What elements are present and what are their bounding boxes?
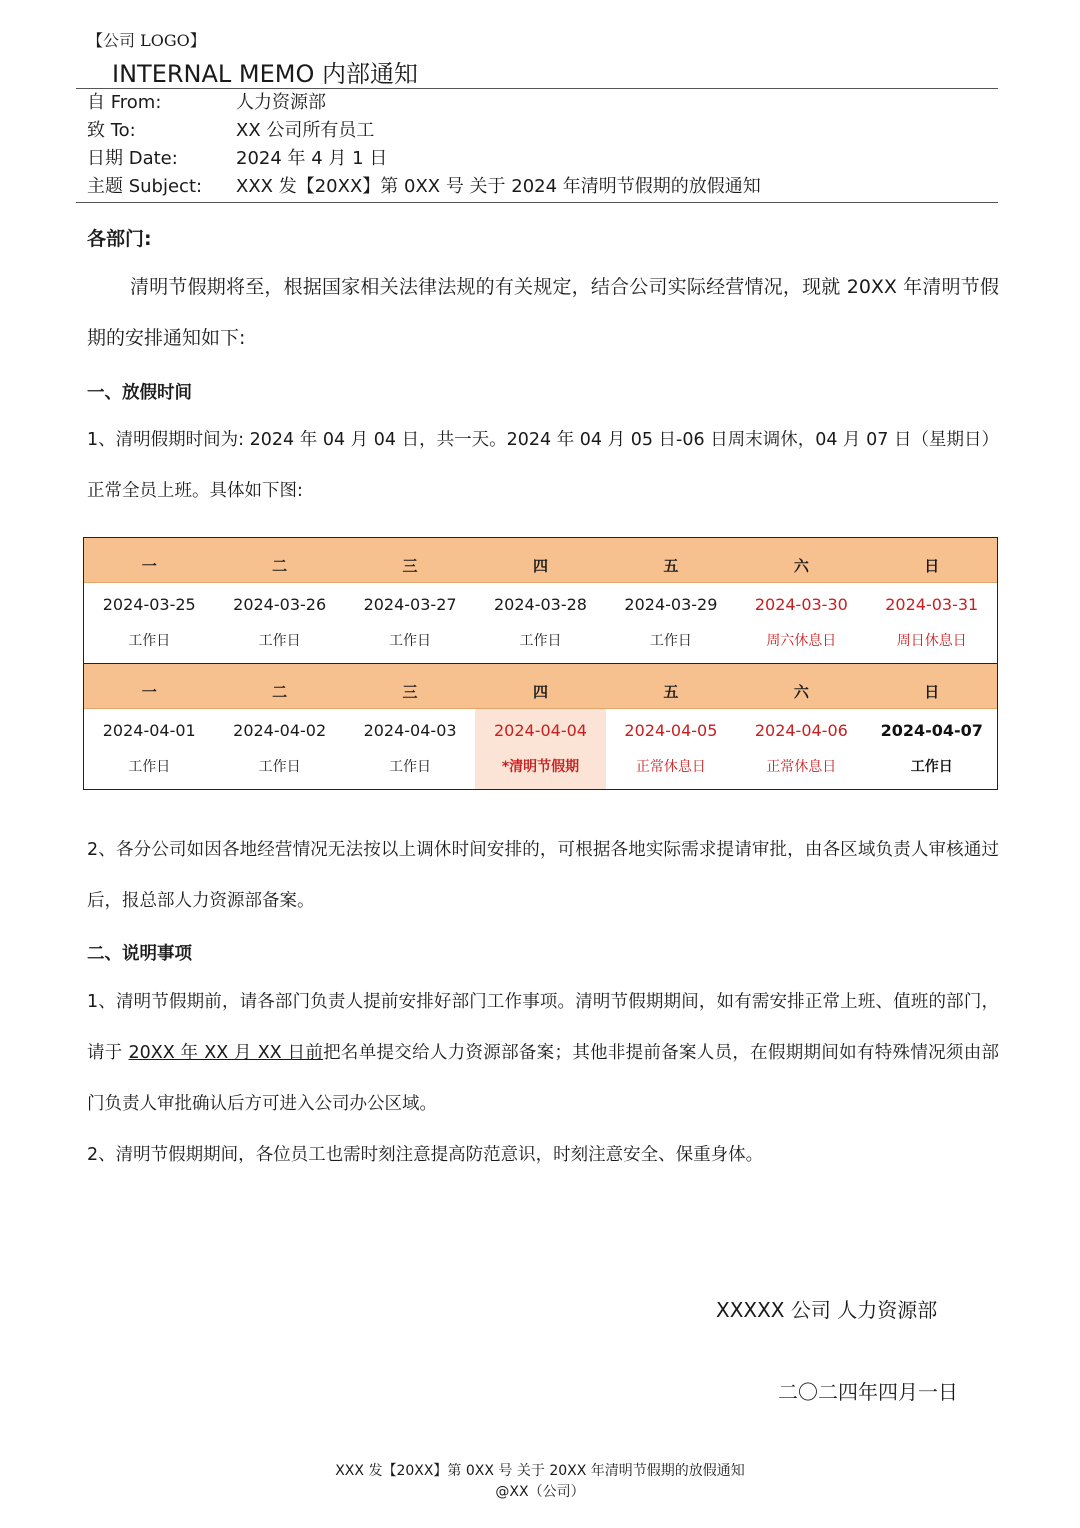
day-type: 工作日 [128,633,171,649]
weekday-wed: 三 [402,557,418,575]
calendar-day [214,583,344,663]
weekday-mon: 一 [141,557,157,575]
weekday-fri: 五 [663,683,679,701]
holiday-calendar-table [83,537,998,790]
header-bottom-rule [76,202,998,203]
header-top-rule [76,88,998,89]
calendar-day-rest [736,709,866,789]
weekday-mon: 一 [141,683,157,701]
calendar-day-rest [736,583,866,663]
calendar-day [475,583,605,663]
day-type: 工作日 [389,633,432,649]
weekday-header-row [84,538,997,583]
calendar-day [84,709,214,789]
memo-title: INTERNAL MEMO 内部通知 [112,60,418,88]
section1-heading: 一、放假时间 [87,383,192,403]
day-date: 2024-03-25 [102,595,196,614]
calendar-day-rest [867,583,997,663]
footer-document-number: XXX 发【20XX】第 0XX 号 关于 20XX 年清明节假期的放假通知 [335,1463,745,1479]
subject-value: XXX 发【20XX】第 0XX 号 关于 2024 年清明节假期的放假通知 [236,176,761,197]
section2-item1 [87,977,999,1130]
weekday-sun: 日 [924,557,940,575]
to-label: 致 To: [87,120,136,141]
intro-paragraph: 清明节假期将至，根据国家相关法律法规的有关规定，结合公司实际经营情况，现就 20XX 年清明节假期的安排通知如下: [87,276,999,349]
weekday-sun: 日 [924,683,940,701]
calendar-day [214,709,344,789]
day-date: 2024-04-06 [754,721,848,740]
day-type: 工作日 [258,759,301,775]
weekday-fri: 五 [663,557,679,575]
weekday-header-row [84,663,997,709]
weekday-wed: 三 [402,683,418,701]
week2-dates-row [84,709,997,789]
day-type: 正常休息日 [635,759,706,775]
from-value: 人力资源部 [236,92,326,113]
day-date: 2024-03-29 [624,595,718,614]
section1-item1: 1、清明假期时间为: 2024 年 04 月 04 日，共一天。2024 年 04 月 05 日-06 日周末调休，04 月 07 日（星期日）正常全员上班。具体如下图: [87,430,999,501]
day-date: 2024-04-05 [624,721,718,740]
section2-heading: 二、说明事项 [87,944,192,964]
day-type: 工作日 [910,759,953,775]
weekday-sat: 六 [793,557,809,575]
day-type: 周日休息日 [896,633,967,649]
signature-date: 二〇二四年四月一日 [778,1380,958,1404]
day-type: 工作日 [258,633,301,649]
subject-label: 主题 Subject: [87,176,203,197]
calendar-day [345,583,475,663]
calendar-day-makeup-work [867,709,997,789]
to-value: XX 公司所有员工 [236,120,375,141]
day-type: 周六休息日 [766,633,837,649]
signature-company: XXXXX 公司 人力资源部 [716,1298,938,1322]
date-value: 2024 年 4 月 1 日 [236,148,388,169]
day-type: 工作日 [649,633,692,649]
day-date: 2024-03-27 [363,595,457,614]
day-type: 工作日 [128,759,171,775]
day-date: 2024-04-01 [102,721,196,740]
footer-company: @XX（公司） [495,1484,585,1500]
section2-item1-deadline: 20XX 年 XX 月 XX 日前 [128,1043,324,1063]
day-date: 2024-04-03 [363,721,457,740]
day-date: 2024-03-28 [493,595,587,614]
calendar-day-rest [606,709,736,789]
weekday-tue: 二 [272,683,288,701]
weekday-tue: 二 [272,557,288,575]
day-type: 工作日 [519,633,562,649]
greeting: 各部门: [87,228,152,250]
day-date: 2024-03-30 [754,595,848,614]
day-type: 正常休息日 [766,759,837,775]
from-label: 自 From: [87,92,162,113]
section2-item1-post: 把名单提交给人力资源部备案；其他非提前备案人员，在假期期间如有特殊情况须由部门负责人审批确认后方可进入公司办公区域。 [87,1043,1000,1114]
weekday-sat: 六 [793,683,809,701]
day-date: 2024-03-26 [233,595,327,614]
section2-item2: 2、清明节假期期间，各位员工也需时刻注意提高防范意识，时刻注意安全、保重身体。 [87,1145,764,1165]
day-type: 工作日 [389,759,432,775]
weekday-thu: 四 [532,557,548,575]
day-date: 2024-03-31 [885,595,979,614]
week1-dates-row [84,583,997,663]
calendar-day [345,709,475,789]
day-date: 2024-04-07 [880,721,983,740]
section2-item1-pre: 1、清明节假期前，请各部门负责人提前安排好部门工作事项。清明节假期期间，如有需安排正常上班、值班的部门，请于 [87,992,999,1063]
weekday-thu: 四 [532,683,548,701]
day-date: 2024-04-04 [493,721,587,740]
section1-item2: 2、各分公司如因各地经营情况无法按以上调休时间安排的，可根据各地实际需求提请审批，由各区域负责人审核通过后，报总部人力资源部备案。 [87,840,999,911]
calendar-day [606,583,736,663]
day-type: *清明节假期 [501,759,580,775]
company-logo-placeholder: 【公司 LOGO】 [87,31,206,50]
day-date: 2024-04-02 [233,721,327,740]
calendar-day-holiday [475,709,605,789]
date-label: 日期 Date: [87,148,178,169]
calendar-day [84,583,214,663]
